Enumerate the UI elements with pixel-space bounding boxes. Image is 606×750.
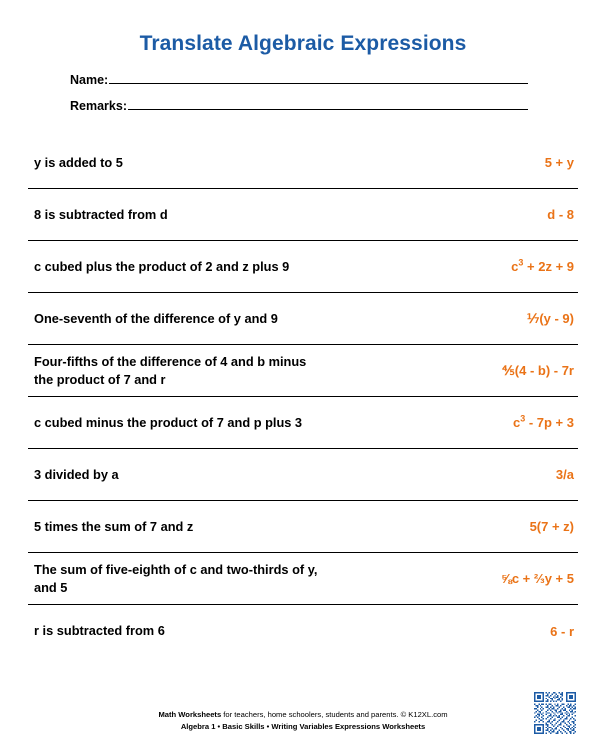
problem-answer: ⅐(y - 9): [526, 310, 574, 326]
problem-statement: Four-fifths of the difference of 4 and b minus the product of 7 and r: [34, 354, 307, 387]
footer: [0, 709, 606, 732]
problem-answer: d - 8: [547, 207, 574, 222]
remarks-input[interactable]: [128, 96, 528, 110]
problem-row: [28, 189, 578, 241]
problem-statement: y is added to 5: [34, 154, 123, 170]
problem-row: [28, 345, 578, 397]
qr-code-icon: [534, 692, 576, 734]
problem-answer: $c^3 + 2z + 9$: [511, 257, 574, 274]
problem-row: [28, 293, 578, 345]
problem-statement: 3 divided by a: [34, 466, 119, 482]
problem-statement: One-seventh of the difference of y and 9: [34, 310, 278, 326]
remarks-label: Remarks:: [70, 99, 127, 113]
problem-answer: 5 + y: [544, 155, 574, 170]
problem-row: [28, 553, 578, 605]
problem-statement: c cubed minus the product of 7 and p plus 3: [34, 414, 303, 430]
footer-credit-rest: for teachers, home schoolers, students and parents. © K12XL.com: [221, 710, 448, 720]
problem-row: [28, 605, 578, 657]
form-fields: [0, 70, 606, 113]
problem-statement: r is subtracted from 6: [34, 623, 165, 639]
problem-answer: ⅘(4 - b) - 7r: [502, 362, 574, 378]
remarks-field-row: [70, 96, 528, 113]
name-label: Name:: [70, 73, 109, 87]
problem-row: [28, 501, 578, 553]
problem-statement: The sum of five-eighth of c and two-thirds of y, and 5: [34, 562, 318, 595]
problem-row: [28, 449, 578, 501]
problem-statement: 8 is subtracted from d: [34, 206, 168, 222]
problem-row: [28, 397, 578, 449]
problem-statement: c cubed plus the product of 2 and z plus 9: [34, 258, 290, 274]
footer-brand: Math Worksheets: [158, 710, 222, 720]
problem-row: [28, 241, 578, 293]
name-field-row: [70, 70, 528, 87]
problem-answer: 6 - r: [550, 623, 574, 639]
name-input[interactable]: [109, 70, 528, 84]
problem-answer: $c^3 - 7p + 3$: [512, 413, 574, 430]
problem-answer: ⅝c + ⅔y + 5: [500, 571, 574, 586]
problem-answer: 3/a: [555, 467, 574, 482]
problem-list: [0, 137, 606, 657]
problem-row: [28, 137, 578, 189]
footer-subject-line: Algebra 1 • Basic Skills • Writing Variables Expressions Worksheets: [180, 721, 426, 731]
problem-answer: 5(7 + z): [529, 519, 574, 534]
footer-credit-line: [0, 709, 606, 720]
problem-statement: 5 times the sum of 7 and z: [34, 518, 194, 534]
page-title: Translate Algebraic Expressions: [139, 32, 467, 55]
